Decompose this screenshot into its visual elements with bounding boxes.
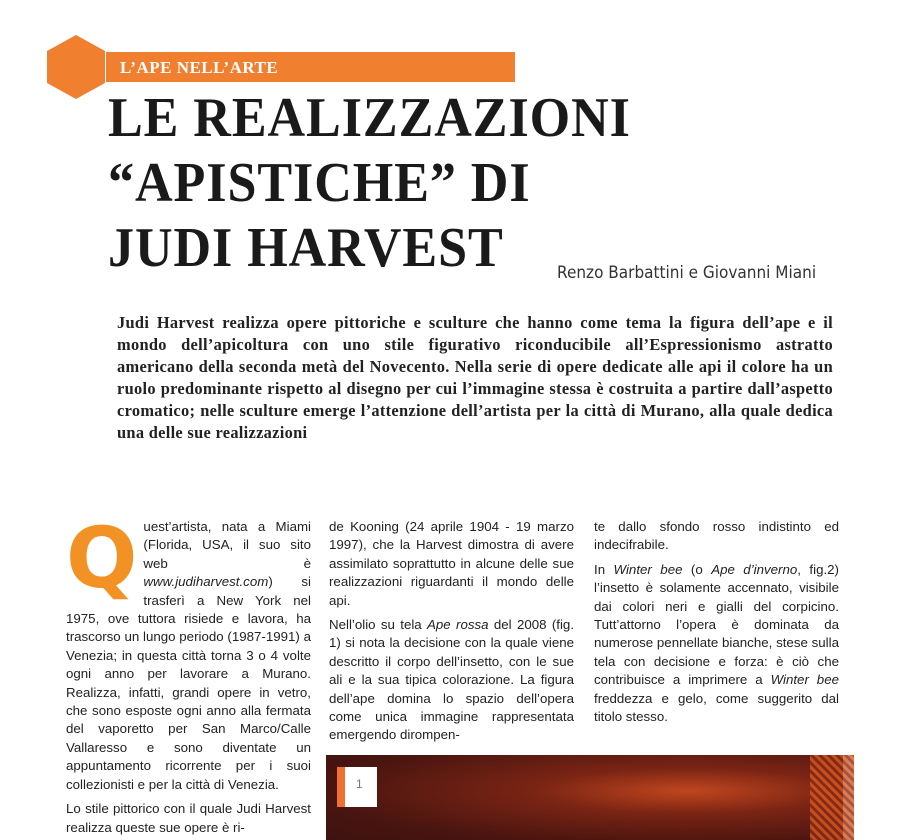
section-banner (106, 52, 515, 82)
website-link[interactable]: www.judiharvest.com (143, 574, 269, 590)
figure-label (337, 767, 377, 807)
title-line: LE REALIZZAZIONI (108, 87, 631, 149)
drop-cap: Q (66, 509, 138, 607)
column-2 (329, 518, 574, 751)
bee-body-texture (810, 755, 854, 840)
section-label: L’APE NELL’ARTE (120, 58, 279, 77)
column-1 (66, 509, 311, 840)
article-title (108, 86, 631, 281)
text: del 2008 (fig. 1) si nota la decisione con la quale viene descritto il corpo dell’insetto, con le sue ali e la sua tipica colorazione. La figura dell’ape domina lo spazio dell’opera come unica immagine rappresentata emergendo dirompen- (329, 617, 575, 743)
text: ) si trasferì a New York nel 1975, ove tuttora risiede e lavora, ha trascorso un lungo periodo (1987-1991) a Venezia; in questa città torna 3 o 4 volte ogni anno per lavorare a Murano. Realizza, infatti, grandi opere in vetro, che sono esposte ogni anno alla fermata del vaporetto per San Marco/Calle Vallaresso e sono diventate un appuntamento ricorrente per i suoi collezionisti e per la città di Venezia. (66, 574, 311, 792)
artwork-title: Winter bee (770, 672, 839, 688)
text: In (594, 561, 614, 577)
paragraph: te dallo sfondo rosso indistinto ed indecifrabile. (594, 519, 839, 553)
figure-number: 1 (356, 777, 363, 791)
column-3 (594, 518, 839, 732)
abstract: Judi Harvest realizza opere pittoriche e sculture che hanno come tema la figura dell’ape e il mondo dell’apicoltura con uno stile figurativo riconducibile all’Espressionismo astratto americano della seconda metà del Novecento. Nella serie di opere dedicate alle api il colore ha un ruolo predominante rispetto al disegno per cui l’immagine stessa è costruita a partire dall’aspetto cromatico; nelle sculture emerge l’attenzione dell’artista per la città di Murano, alla quale dedica una delle sue realizzazioni (117, 313, 833, 442)
paragraph: Lo stile pittorico con il quale Judi Harvest realizza queste sue opere è ri- (66, 801, 311, 835)
authors: Renzo Barbattini e Giovanni Miani (557, 263, 817, 283)
artwork-title: Ape rossa (427, 617, 489, 633)
text: Nell’olio su tela (329, 617, 428, 633)
figure-painting (326, 755, 843, 840)
text: uest’artista, nata a Miami (Florida, USA, il suo sito web è (143, 519, 311, 571)
hexagon-icon (47, 35, 105, 99)
title-line: JUDI HARVEST (108, 217, 504, 279)
text: (o (682, 561, 712, 577)
artwork-title: Winter bee (613, 561, 683, 577)
text: , fig.2) l’insetto è solamente accennato, visibile dai colori neri e gialli del corpicino. Tutt’attorno l’opera è dominata da numerose pennellate bianche, stese sulla tela con decisione e forza: è ciò che contribuisce a imprimere a (594, 561, 839, 688)
paragraph: de Kooning (24 aprile 1904 - 19 marzo 1997), che la Harvest dimostra di avere assimilato soprattutto in alcune delle sue realizzazioni riguardanti il mondo delle api. (329, 519, 574, 608)
text: freddezza e gelo, come suggerito dal titolo stesso. (594, 690, 839, 725)
artwork-title: Ape d’inverno (711, 561, 798, 577)
title-line: “APISTICHE” DI (108, 152, 531, 214)
